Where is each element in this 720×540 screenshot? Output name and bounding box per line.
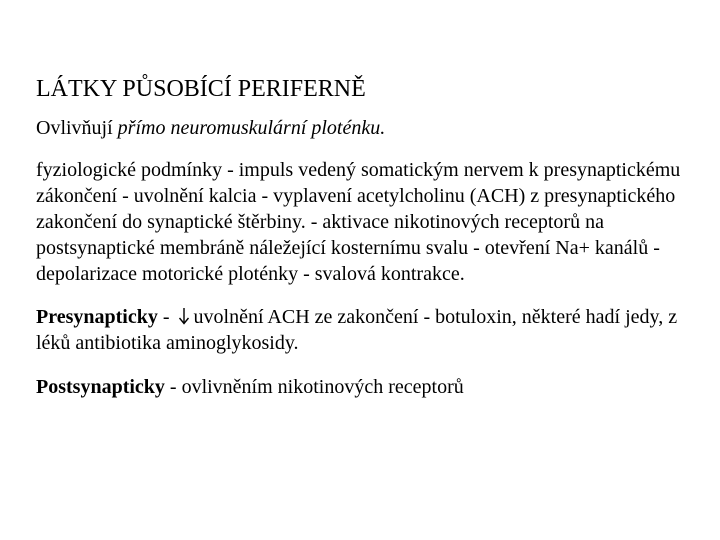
presynaptic-label: Presynapticky xyxy=(36,306,158,328)
postsynaptic-paragraph xyxy=(36,374,696,400)
down-arrow-icon xyxy=(177,306,191,326)
presynaptic-paragraph xyxy=(36,304,696,356)
slide-title: LÁTKY PŮSOBÍCÍ PERIFERNĚ xyxy=(36,76,366,102)
intro-prefix: Ovlivňují xyxy=(36,117,118,139)
mechanism-paragraph: fyziologické podmínky - impuls vedený somatickým nervem k presynaptickému zákončení - uvolnění kalcia - vyplavení acetylcholinu (ACH) z presynaptického zakončení do synaptické štěrbiny. - aktivace nikotinových receptorů na postsynaptické membráně náležející kosternímu svalu - otevření Na+ kanálů - depolarizace motorické ploténky - svalová kontrakce. xyxy=(36,159,681,285)
presynaptic-dash: - xyxy=(157,306,175,328)
postsynaptic-label: Postsynapticky xyxy=(36,376,165,398)
intro-emphasis: přímo neuromuskulární ploténku. xyxy=(117,117,386,139)
intro-paragraph xyxy=(36,115,696,141)
presynaptic-text: uvolnění ACH ze zakončení - botuloxin, některé hadí jedy, z léků antibiotika aminoglykosidy. xyxy=(36,306,678,354)
slide-content xyxy=(36,74,696,414)
postsynaptic-text: - ovlivněním nikotinových receptorů xyxy=(164,376,464,398)
